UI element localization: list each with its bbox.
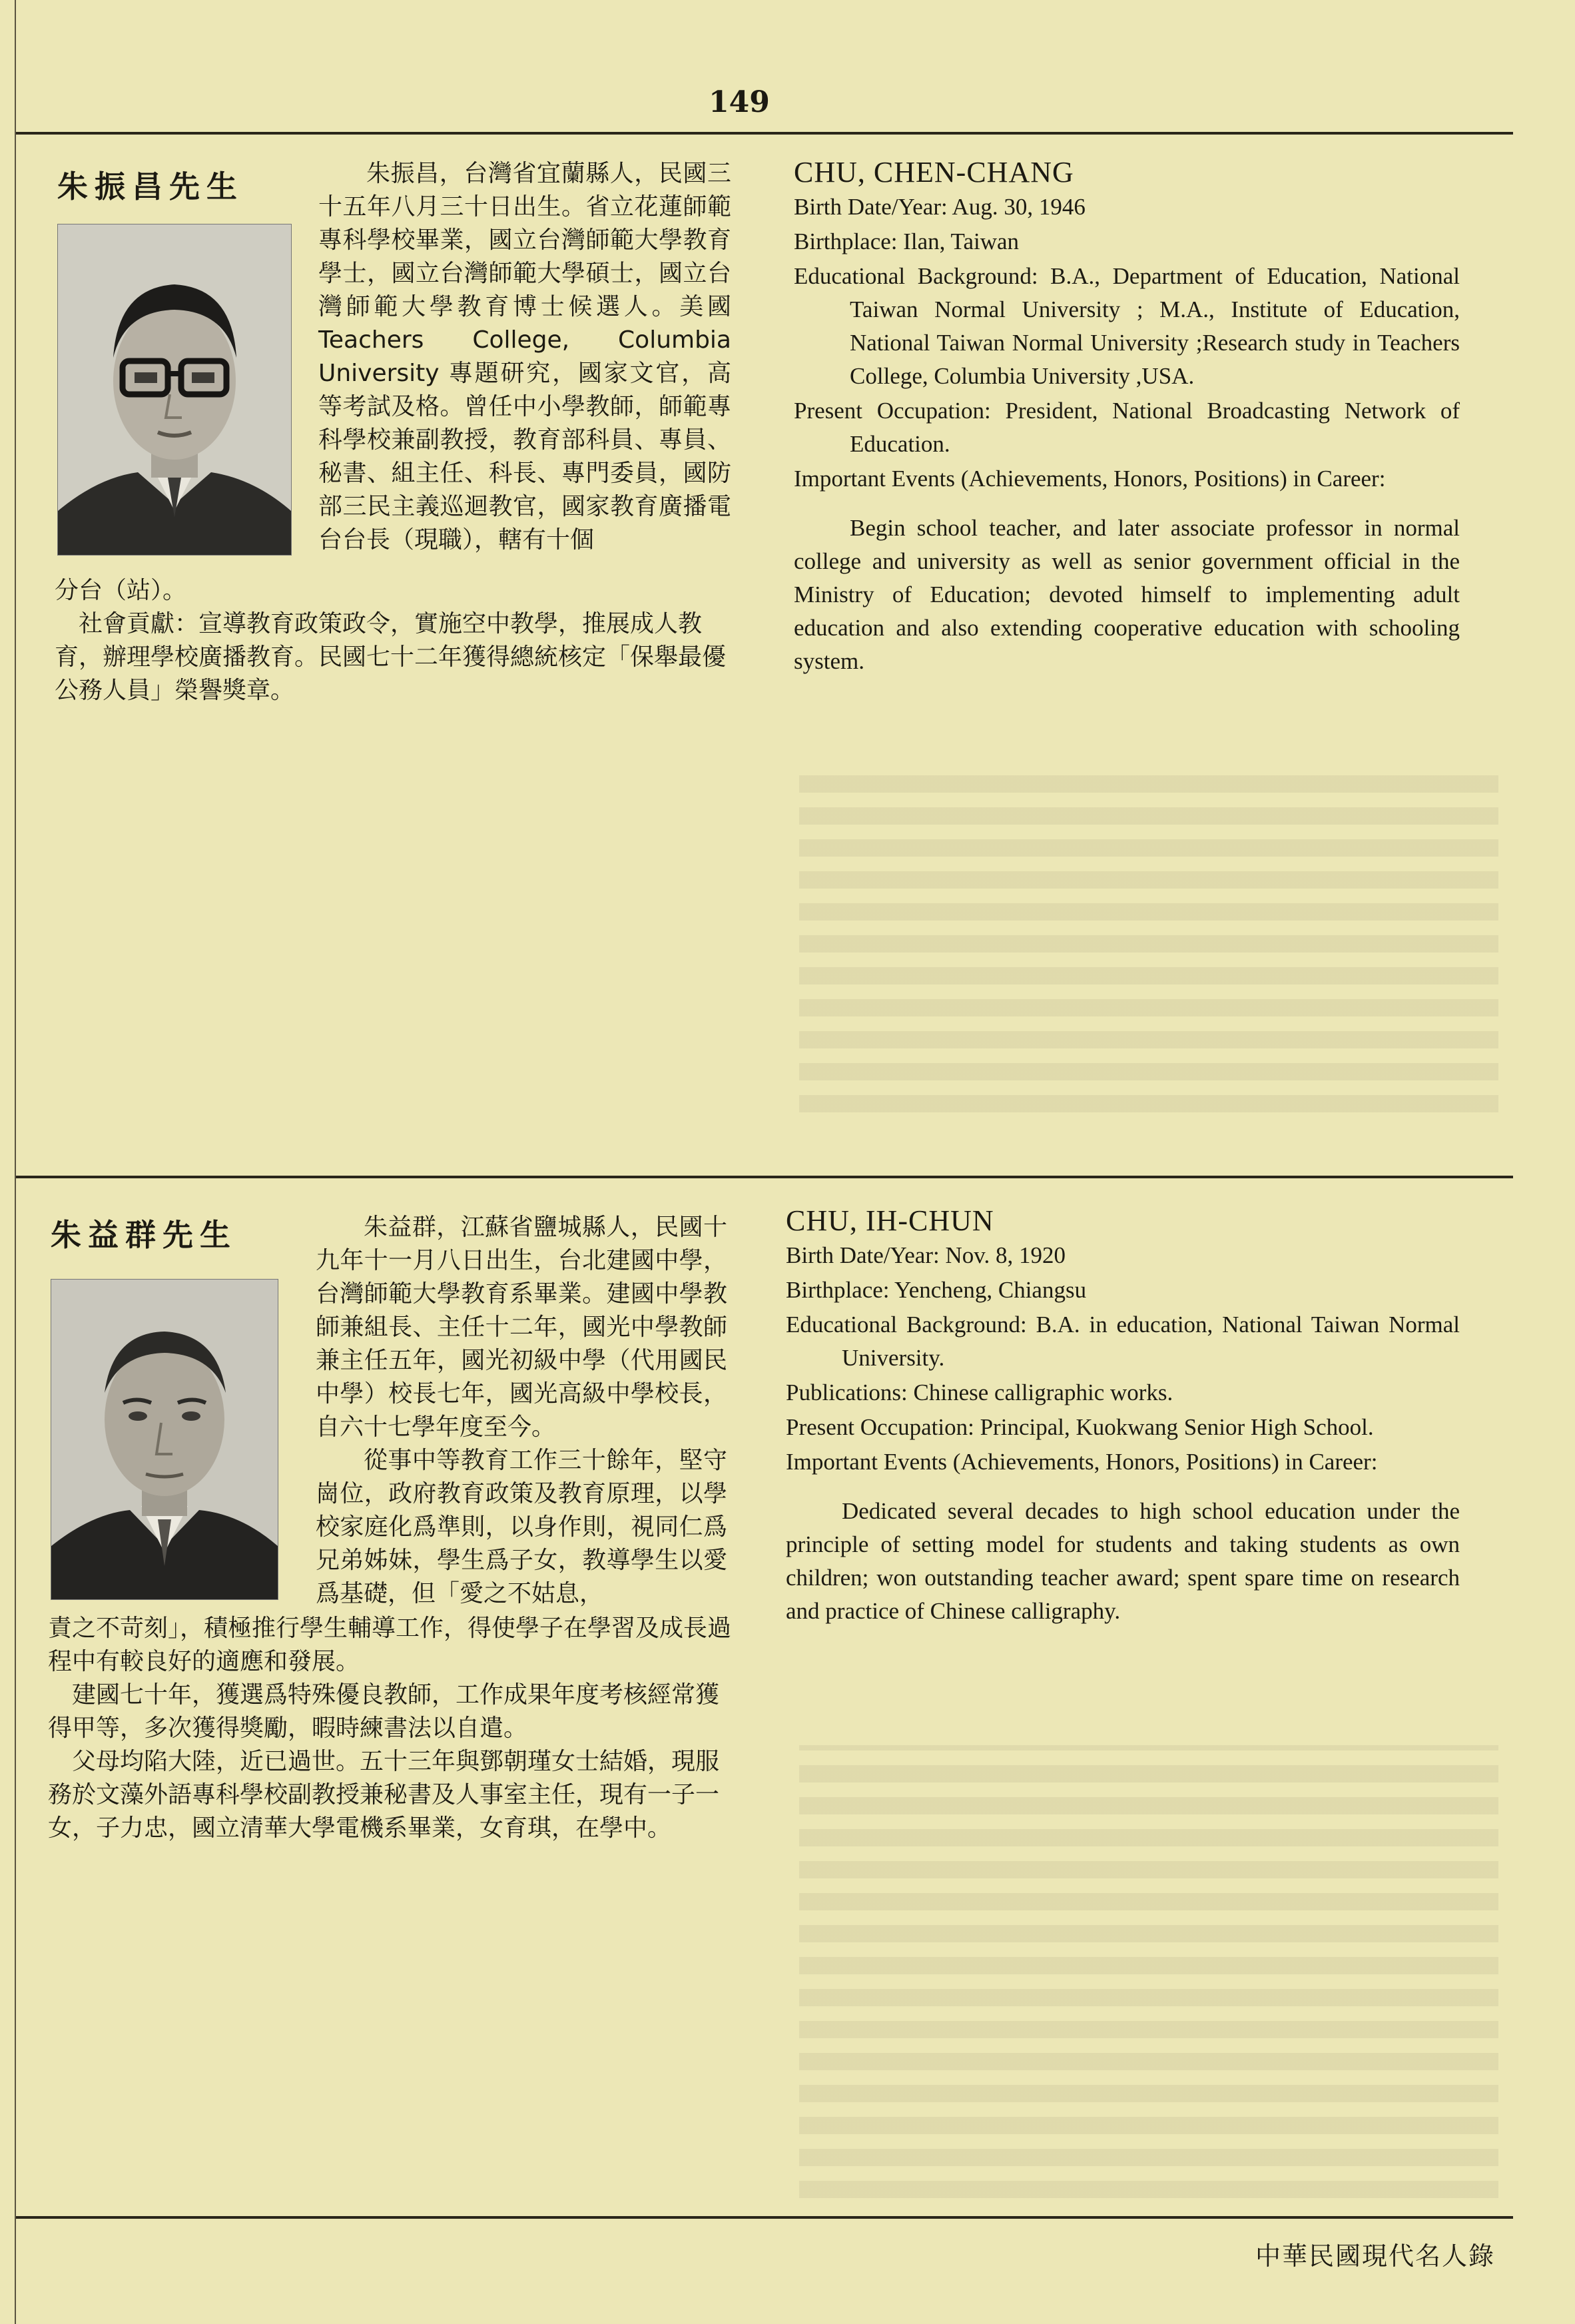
portrait-photo xyxy=(57,224,292,556)
occupation-field xyxy=(794,394,1460,461)
chinese-biography-wide xyxy=(48,1612,734,1845)
portrait-elderly-man-icon xyxy=(51,1280,278,1599)
chinese-bio-continuation: 責之不苛刻」，積極推行學生輔導工作，得使學子在學習及成長過程中有較良好的適應和發展。 xyxy=(48,1615,732,1675)
career-paragraph: Dedicated several decades to high school education under the principle of setting model for students and taking students as own children; won outstanding teacher award; spent spare time on research and practice of Chinese calligraphy. xyxy=(786,1498,1460,1624)
portrait-photo xyxy=(51,1279,278,1600)
chinese-bio-paragraph: 朱振昌，台灣省宜蘭縣人，民國三十五年八月三十日出生。省立花蓮師範專科學校畢業，國立台灣師範大學教育學士，國立台灣師範大學碩士，國立台灣師範大學教育博士候選人。美國 Teachers College, Columbia University 專題研究，國家文官，高等考試及格。曾任中小學教師，師範專科學校兼副教授，教育部科員、專員、秘書、組主任、科長、專門委員，國防部三民主義巡迴教官，國家教育廣播電台台長（現職），轄有十個 xyxy=(318,160,731,554)
bleed-through-texture-2 xyxy=(799,1745,1498,2198)
middle-rule xyxy=(15,1176,1513,1178)
portrait-man-glasses-icon xyxy=(58,224,291,555)
field-value: Ilan, Taiwan xyxy=(903,228,1020,254)
field-label: Educational Background: xyxy=(786,1312,1027,1338)
field-value: Aug. 30, 1946 xyxy=(952,194,1086,220)
page-number: 149 xyxy=(709,85,770,119)
field-value: B.A., Department of Education, National Taiwan Normal University ; M.A., Institute of Education, National Taiwan Normal University ;Research study in Teachers College, Columbia University ,USA. xyxy=(850,263,1460,389)
field-value: Nov. 8, 1920 xyxy=(945,1242,1066,1268)
chinese-biography-wide xyxy=(55,574,741,707)
birth-date-field xyxy=(794,191,1460,224)
english-name: CHU, CHEN-CHANG xyxy=(794,156,1074,189)
birthplace-field xyxy=(794,225,1460,258)
english-biography xyxy=(794,156,1460,678)
top-rule xyxy=(15,132,1513,135)
bleed-through-texture xyxy=(799,766,1498,1112)
field-label: Important Events (Achievements, Honors, Positions) in Career: xyxy=(794,466,1386,492)
birth-date-field xyxy=(786,1239,1460,1272)
book-title-footer: 中華民國現代名人錄 xyxy=(1255,2241,1495,2271)
english-name: CHU, IH-CHUN xyxy=(786,1204,994,1237)
chinese-bio-award: 建國七十年，獲選爲特殊優良教師，工作成果年度考核經常獲得甲等，多次獲得獎勵，暇時練書法以自遣。 xyxy=(48,1681,720,1742)
field-label: Educational Background: xyxy=(794,263,1038,289)
important-events-field xyxy=(794,462,1460,496)
field-label: Birth Date/Year: xyxy=(794,194,948,220)
field-label: Birthplace: xyxy=(786,1277,890,1303)
field-value: President, National Broadcasting Network of Education. xyxy=(850,398,1460,457)
chinese-bio-family: 父母均陷大陸，近已過世。五十三年與鄧朝瑾女士結婚，現服務於文藻外語專科學校副教授兼秘書及人事室主任，現有一子一女，子力忠，國立清華大學電機系畢業，女育琪，在學中。 xyxy=(48,1748,720,1842)
field-label: Important Events (Achievements, Honors, Positions) in Career: xyxy=(786,1449,1378,1475)
english-biography xyxy=(786,1204,1460,1628)
chinese-name: 朱益群先生 xyxy=(51,1217,237,1253)
chinese-bio-social-contribution: 社會貢獻：宣導教育政策政令，實施空中教學，推展成人教育，辦理學校廣播教育。民國七十二年獲得總統核定「保舉最優公務人員」榮譽獎章。 xyxy=(55,610,727,704)
chinese-name: 朱振昌先生 xyxy=(57,169,244,204)
page-edge-line xyxy=(15,0,16,2324)
field-value: Chinese calligraphic works. xyxy=(913,1379,1173,1405)
bottom-rule xyxy=(15,2216,1513,2219)
publications-field xyxy=(786,1376,1460,1409)
field-value: Yencheng, Chiangsu xyxy=(894,1277,1087,1303)
field-value: B.A. in education, National Taiwan Normal University. xyxy=(842,1312,1460,1371)
chinese-biography-column xyxy=(318,157,731,557)
occupation-field xyxy=(786,1411,1460,1444)
field-label: Birthplace: xyxy=(794,228,898,254)
education-field xyxy=(794,260,1460,393)
chinese-biography-column xyxy=(316,1211,727,1611)
chinese-bio-paragraph: 從事中等教育工作三十餘年，堅守崗位，政府教育政策及教育原理，以學校家庭化爲準則，以身作則，視同仁爲兄弟姊妹，學生爲子女，教導學生以愛爲基礎，但「愛之不姑息， xyxy=(316,1447,727,1607)
education-field xyxy=(786,1308,1460,1375)
important-events-field xyxy=(786,1445,1460,1479)
field-label: Present Occupation: xyxy=(786,1414,974,1440)
birthplace-field xyxy=(786,1274,1460,1307)
chinese-bio-paragraph: 朱益群，江蘇省鹽城縣人，民國十九年十一月八日出生，台北建國中學，台灣師範大學教育系畢業。建國中學教師兼組長、主任十二年，國光中學教師兼主任五年，國光初級中學（代用國民中學）校長七年，國光高級中學校長，自六十七學年度至今。 xyxy=(316,1214,727,1441)
field-value: Principal, Kuokwang Senior High School. xyxy=(980,1414,1374,1440)
chinese-bio-continuation: 分台（站）。 xyxy=(55,577,187,604)
career-paragraph: Begin school teacher, and later associate professor in normal college and university as well as senior government official in the Ministry of Education; devoted himself to implementing adult education and also extending cooperative education with schooling system. xyxy=(794,515,1460,674)
field-label: Present Occupation: xyxy=(794,398,991,424)
field-label: Birth Date/Year: xyxy=(786,1242,940,1268)
field-label: Publications: xyxy=(786,1379,908,1405)
